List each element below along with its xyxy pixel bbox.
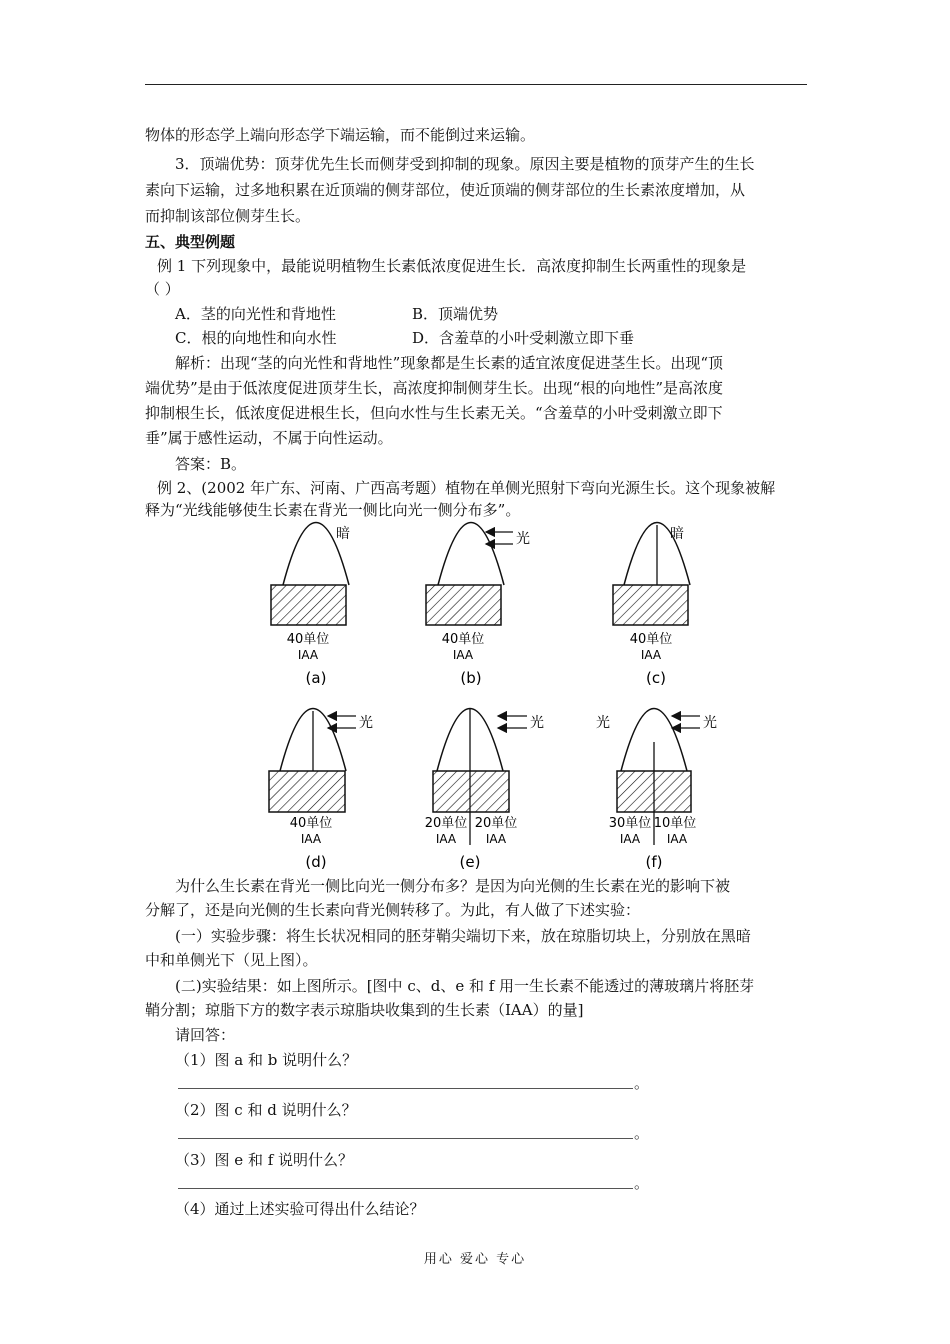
text-line: 3．顶端优势：顶芽优先生长而侧芽受到抑制的现象。原因主要是植物的顶芽产生的生长	[175, 155, 755, 173]
analysis-line: 端优势”是由于低浓度促进顶芽生长，高浓度抑制侧芽生长。出现“根的向地性”是高浓度	[145, 379, 724, 397]
caption-d: (d)	[305, 853, 327, 871]
iaa-label: IAA	[452, 648, 474, 662]
caption-c: (c)	[646, 669, 666, 687]
prompt-3: （3）图 e 和 f 说明什么？	[175, 1151, 354, 1169]
question-text: 为什么生长素在背光一侧比向光一侧分布多？是因为向光侧的生长素在光的影响下被	[175, 877, 731, 895]
option-a: A．茎的向光性和背地性	[175, 305, 336, 323]
option-c: C．根的向地性和向水性	[175, 329, 337, 347]
steps-text: (一）实验步骤：将生长状况相同的胚芽鞘尖端切下来，放在琼脂切块上，分别放在黑暗	[175, 927, 751, 945]
iaa-label: IAA	[666, 832, 688, 846]
period: 。	[634, 1124, 650, 1142]
iaa-label: IAA	[485, 832, 507, 846]
dark-label: 暗	[670, 526, 684, 542]
caption-b: (b)	[460, 669, 482, 687]
prompt-1: （1）图 a 和 b 说明什么？	[175, 1051, 358, 1069]
iaa-amount-left: 30单位	[608, 816, 652, 831]
iaa-label: IAA	[435, 832, 457, 846]
light-label-left: 光	[596, 715, 610, 731]
prompt-4: （4）通过上述实验可得出什么结论？	[175, 1200, 425, 1218]
answer-paren: （ ）	[145, 280, 180, 298]
analysis-line: 解析：出现“茎的向光性和背地性”现象都是生长素的适宜浓度促进茎生长。出现“顶	[175, 354, 724, 372]
text-line: 而抑制该部位侧芽生长。	[145, 207, 311, 225]
analysis-line: 抑制根生长，低浓度促进根生长，但向水性与生长素无关。“含羞草的小叶受刺激立即下	[145, 404, 723, 422]
iaa-amount: 40单位	[289, 816, 333, 831]
caption-f: (f)	[645, 853, 663, 871]
setup-a	[271, 523, 350, 688]
caption-a: (a)	[305, 669, 327, 687]
option-b: B．顶端优势	[412, 305, 499, 323]
light-label: 光	[359, 715, 373, 731]
setup-f	[596, 709, 717, 872]
answer-blank-2[interactable]	[178, 1138, 633, 1139]
text-line: 物体的形态学上端向形态学下端运输，而不能倒过来运输。	[145, 126, 536, 144]
setup-b	[426, 523, 530, 688]
iaa-amount: 40单位	[286, 632, 330, 647]
iaa-amount: 40单位	[441, 632, 485, 647]
iaa-amount-right: 10单位	[653, 816, 697, 831]
iaa-label: IAA	[619, 832, 641, 846]
caption-e: (e)	[459, 853, 481, 871]
answer-blank-1[interactable]	[178, 1088, 633, 1089]
example-2-line: 释为“光线能够使生长素在背光一侧比向光一侧分布多”。	[145, 501, 521, 519]
period: 。	[634, 1174, 650, 1192]
iaa-label: IAA	[297, 648, 319, 662]
setup-c	[613, 523, 690, 688]
prompt-2: （2）图 c 和 d 说明什么？	[175, 1101, 357, 1119]
light-label-right: 光	[703, 715, 717, 731]
steps-text: 中和单侧光下（见上图）。	[145, 951, 318, 969]
results-text: (二)实验结果：如上图所示。[图中 c、d、e 和 f 用一生长素不能透过的薄玻璃片将胚芽	[175, 977, 755, 995]
results-text: 鞘分割；琼脂下方的数字表示琼脂块收集到的生长素（IAA）的量]	[145, 1001, 584, 1019]
page-footer: 用心 爱心 专心	[423, 1252, 527, 1267]
iaa-label: IAA	[640, 648, 662, 662]
light-label: 光	[516, 531, 530, 547]
iaa-amount-right: 20单位	[474, 816, 518, 831]
question-text: 分解了，还是向光侧的生长素向背光侧转移了。为此，有人做了下述实验：	[145, 901, 641, 919]
text-line: 素向下运输，过多地积累在近顶端的侧芽部位，使近顶端的侧芽部位的生长素浓度增加，从	[145, 181, 746, 199]
period: 。	[634, 1074, 650, 1092]
analysis-line: 垂”属于感性运动，不属于向性运动。	[145, 429, 393, 447]
iaa-amount: 40单位	[629, 632, 673, 647]
setup-e	[425, 708, 544, 871]
light-label: 光	[530, 715, 544, 731]
section-heading: 五、典型例题	[145, 233, 236, 251]
answer-blank-3[interactable]	[178, 1188, 633, 1189]
example-2-line: 例 2、(2002 年广东、河南、广西高考题）植物在单侧光照射下弯向光源生长。这个现象被解	[157, 479, 776, 497]
answer-line: 答案：B。	[175, 455, 247, 473]
please-answer: 请回答：	[175, 1026, 236, 1044]
example-1-question: 例 1 下列现象中，最能说明植物生长素低浓度促进生长．高浓度抑制生长两重性的现象是	[157, 257, 747, 275]
dark-label: 暗	[336, 526, 350, 542]
iaa-label: IAA	[300, 832, 322, 846]
iaa-amount-left: 20单位	[424, 816, 468, 831]
option-d: D．含羞草的小叶受刺激立即下垂	[412, 329, 635, 347]
setup-d	[269, 709, 373, 872]
